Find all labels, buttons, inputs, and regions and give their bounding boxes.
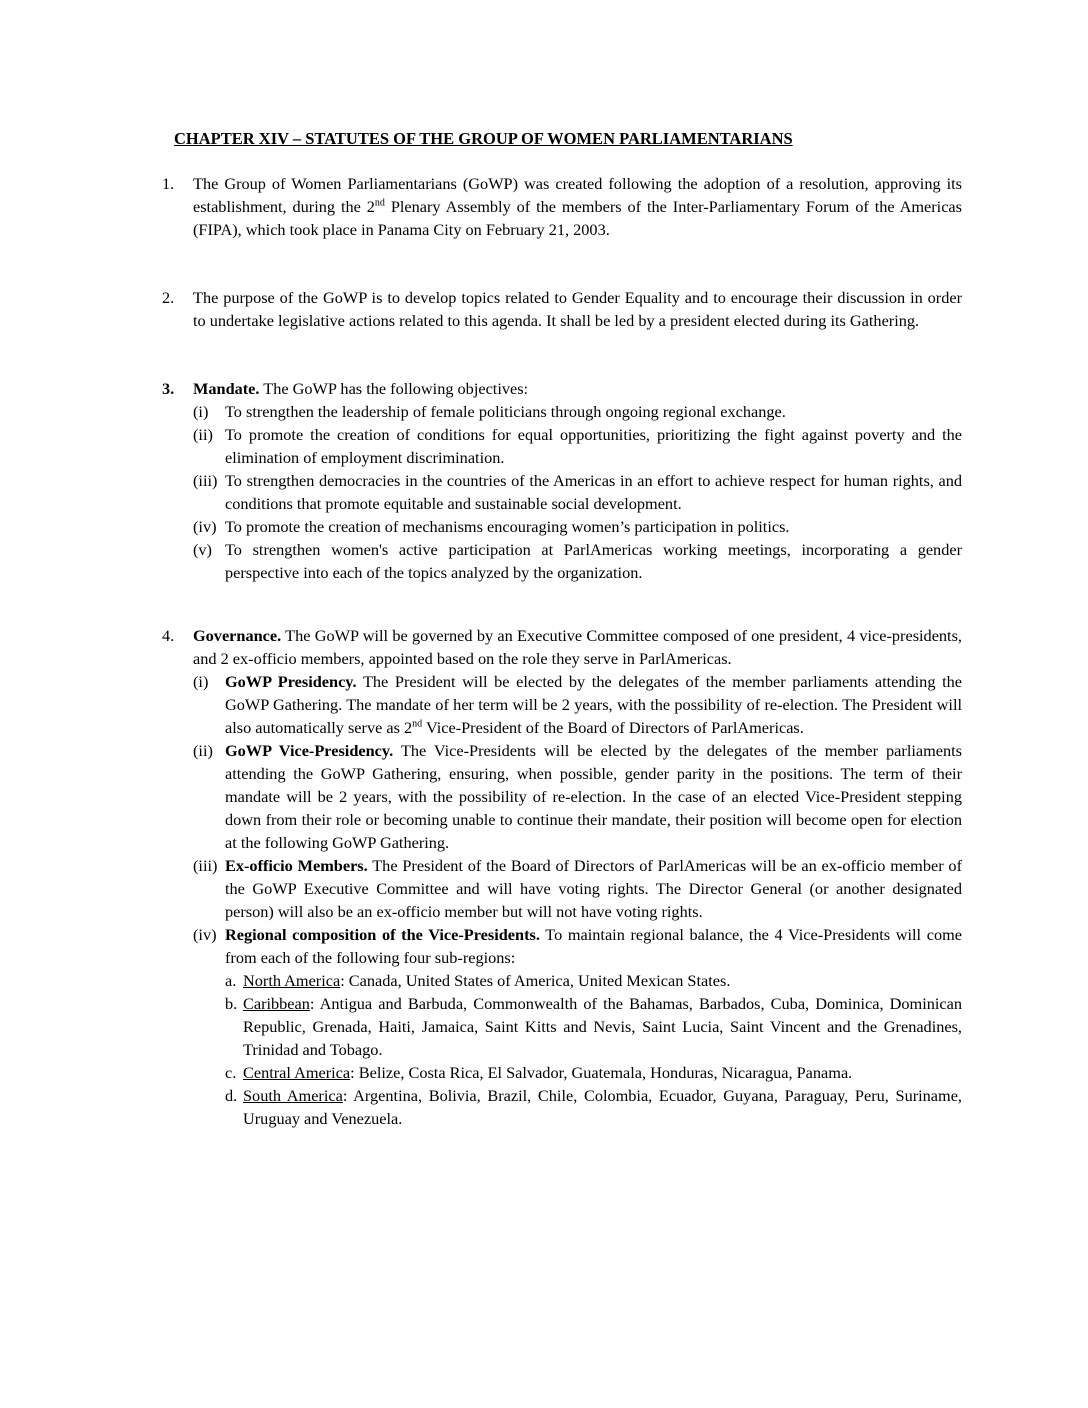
chapter-title: CHAPTER XIV – STATUTES OF THE GROUP OF WOMEN PARLIAMENTARIANS (174, 129, 793, 148)
article-1 (162, 172, 962, 241)
article-text: The Group of Women Parliamentarians (GoWP) was created following the adoption of a resolution, approving its establishment, during the 2nd Plenary Assembly of the members of the Inter-Parliamentary Forum of the Americas (FIPA), which took place in Panama City on February 21, 2003. (193, 174, 962, 239)
article-text: The purpose of the GoWP is to develop topics related to Gender Equality and to encourage their discussion in order to undertake legislative actions related to this agenda. It shall be led by a president elected during its Gathering. (193, 288, 962, 330)
article-number: 3. (162, 379, 175, 398)
article-number: 2. (162, 288, 175, 307)
article-text: Governance. The GoWP will be governed by an Executive Committee composed of one president, 4 vice-presidents, and 2 ex-officio members, appointed based on the role they serve in ParlAmericas. (193, 626, 962, 668)
article-4-governance (162, 624, 962, 1130)
region-item: c. Central America: Belize, Costa Rica, El Salvador, Guatemala, Honduras, Nicaragua, Panama. (225, 1063, 853, 1082)
governance-item: (iv) Regional composition of the Vice-Presidents. To maintain regional balance, the 4 Vice-Presidents will come from each of the following four sub-regions: a. North America: Canada, United States of America, United Mexican States. b. Caribbean: Antigua and Barbuda, Commonwealth of the Bahamas, Barbados, Cuba, Dominica, Dominican Republic, Grenada, Haiti, Jamaica, Saint Kitts and Nevis, Saint Lucia, Saint Vincent and the Grenadines, Trinidad and Tobago. c. Central America: Belize, Costa Rica, El Salvador, Guatemala, Honduras, Nicaragua, Panama. d. South America: Argentina, Bolivia, Brazil, Chile, Colombia, Ecuador, Guyana, Paraguay, Peru, Suriname, Uruguay and Venezuela. (193, 925, 962, 1128)
region-item: b. Caribbean: Antigua and Barbuda, Commonwealth of the Bahamas, Barbados, Cuba, Dominica, Dominican Republic, Grenada, Haiti, Jamaica, Saint Kitts and Nevis, Saint Lucia, Saint Vincent and the Grenadines, Trinidad and Tobago. (225, 994, 962, 1059)
objective-item: (i) To strengthen the leadership of female politicians through ongoing regional exchange. (193, 402, 786, 421)
objectives-list (193, 400, 962, 584)
governance-item: (ii) GoWP Vice-Presidency. The Vice-Presidents will be elected by the delegates of the member parliaments attending the GoWP Gathering, ensuring, when possible, gender parity in the positions. The term of their mandate will be 2 years, with the possibility of re-election. In the case of an elected Vice-President stepping down from their role or becoming unable to continue their mandate, their position will become open for election at the following GoWP Gathering. (193, 741, 962, 852)
objective-item: (iv) To promote the creation of mechanisms encouraging women’s participation in politics. (193, 517, 790, 536)
article-heading: Mandate. (193, 379, 260, 398)
article-number: 1. (162, 174, 175, 193)
governance-item: (i) GoWP Presidency. The President will be elected by the delegates of the member parliaments attending the GoWP Gathering. The mandate of her term will be 2 years, with the possibility of re-election. The President will also automatically serve as 2nd Vice-President of the Board of Directors of ParlAmericas. (193, 672, 962, 737)
region-item: d. South America: Argentina, Bolivia, Brazil, Chile, Colombia, Ecuador, Guyana, Paraguay, Peru, Suriname, Uruguay and Venezuela. (225, 1086, 962, 1128)
governance-item: (iii) Ex-officio Members. The President of the Board of Directors of ParlAmericas will be an ex-officio member of the GoWP Executive Committee and will have voting rights. The Director General (or another designated person) will also be an ex-officio member but will not have voting rights. (193, 856, 962, 921)
objective-item: (ii) To promote the creation of conditions for equal opportunities, prioritizing the fight against poverty and the elimination of employment discrimination. (193, 425, 962, 467)
objective-item: (iii) To strengthen democracies in the countries of the Americas in an effort to achieve respect for human rights, and conditions that promote equitable and sustainable social development. (193, 471, 962, 513)
article-text: Mandate. The GoWP has the following objectives: (193, 379, 529, 398)
article-number: 4. (162, 626, 175, 645)
region-item: a. North America: Canada, United States of America, United Mexican States. (225, 971, 731, 990)
article-2 (162, 286, 962, 332)
regions-list (225, 969, 962, 1130)
governance-list (193, 670, 962, 1130)
article-3-mandate (162, 377, 962, 584)
objective-item: (v) To strengthen women's active participation at ParlAmericas working meetings, incorporating a gender perspective into each of the topics analyzed by the organization. (193, 540, 962, 582)
article-heading: Governance. (193, 626, 282, 645)
